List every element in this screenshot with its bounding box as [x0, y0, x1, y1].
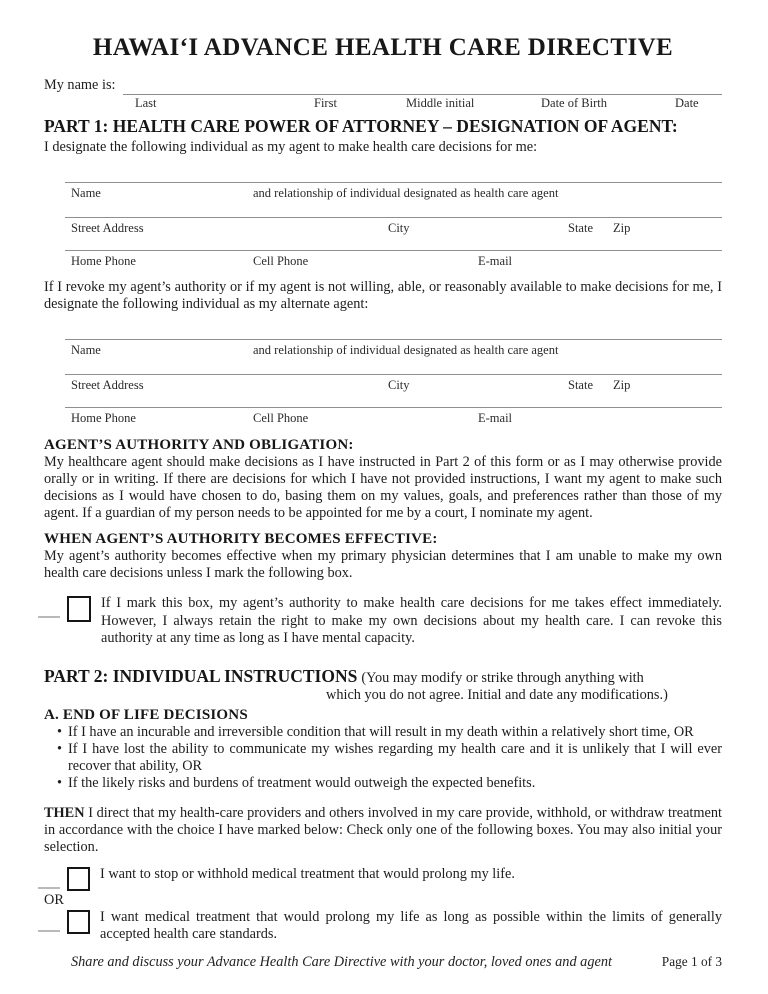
section-a-heading: A. END OF LIFE DECISIONS	[44, 706, 248, 723]
part1-heading: PART 1: HEALTH CARE POWER OF ATTORNEY – DESIGNATION OF AGENT:	[44, 116, 678, 136]
alternate-state-label: State	[568, 378, 593, 392]
authority-heading: AGENT’S AUTHORITY AND OBLIGATION:	[44, 437, 354, 453]
withhold-initials-line[interactable]	[38, 866, 60, 889]
alternate-name-field[interactable]	[65, 339, 722, 374]
my-name-label: My name is:	[44, 77, 116, 93]
end-of-life-bullet-3: • If the likely risks and burdens of treatment would outweigh the expected benefits.	[57, 774, 536, 791]
label-last: Last	[135, 96, 157, 110]
bullet-icon: •	[57, 740, 63, 757]
agent-email-label: E-mail	[478, 254, 513, 268]
then-word: THEN	[44, 804, 85, 821]
effective-paragraph: My agent’s authority becomes effective when my primary physician determines that I am unable to make my own health care decisions unless I mark the following box.	[44, 548, 722, 581]
agent-street-label: Street Address	[71, 221, 144, 235]
agent-name-label: Name	[71, 186, 101, 200]
part2-heading-row	[44, 666, 722, 687]
alternate-street-label: Street Address	[71, 378, 144, 392]
label-date: Date	[675, 96, 699, 110]
agent-relationship-label: and relationship of individual designated as health care agent	[253, 186, 559, 200]
agent-address-field[interactable]	[65, 217, 722, 250]
withhold-treatment-option	[38, 866, 722, 891]
bullet-icon: •	[57, 774, 63, 791]
agent-name-field[interactable]	[65, 182, 722, 217]
agent-zip-label: Zip	[613, 221, 631, 235]
page-footer	[44, 954, 722, 971]
alternate-home-phone-label: Home Phone	[71, 411, 136, 425]
alternate-name-label: Name	[71, 343, 101, 357]
alternate-cell-phone-label: Cell Phone	[253, 411, 309, 425]
alternate-agent-info-block	[65, 339, 722, 429]
part2-heading: PART 2: INDIVIDUAL INSTRUCTIONS	[44, 665, 358, 686]
immediate-authority-option	[38, 595, 722, 648]
immediate-authority-checkbox[interactable]	[67, 596, 91, 622]
agent-info-block	[65, 182, 722, 272]
part2-heading-note-line2: which you do not agree. Initial and date any modifications.)	[326, 686, 668, 703]
withhold-treatment-checkbox[interactable]	[67, 867, 90, 891]
alternate-email-label: E-mail	[478, 411, 513, 425]
agent-home-phone-label: Home Phone	[71, 254, 136, 268]
immediate-authority-initials-line[interactable]	[38, 595, 60, 618]
immediate-authority-text: If I mark this box, my agent’s authority to make health care decisions for me takes effect immediately. However, I always retain the right to make my own decisions about my health care. I can revoke this authority at any time as long as I have mental capacity.	[101, 595, 722, 646]
end-of-life-bullet-1: • If I have an incurable and irreversible condition that will result in my death within a relatively short time, OR	[57, 723, 694, 740]
then-paragraph: THEN I direct that my health-care providers and others involved in my care provide, withhold, or withdraw treatment in accordance with the choice I have marked below: Check only one of the following boxes. You may also initial your selection.	[44, 804, 722, 855]
prolong-treatment-checkbox[interactable]	[67, 910, 90, 934]
footer-share-note: Share and discuss your Advance Health Care Directive with your doctor, loved ones and agent	[71, 953, 612, 970]
label-middle-initial: Middle initial	[406, 96, 475, 110]
agent-state-label: State	[568, 221, 593, 235]
agent-phone-field[interactable]	[65, 250, 722, 272]
agent-cell-phone-label: Cell Phone	[253, 254, 309, 268]
alternate-agent-intro: If I revoke my agent’s authority or if my agent is not willing, able, or reasonably available to make decisions for me, I designate the following individual as my alternate agent:	[44, 279, 722, 312]
my-name-row	[44, 77, 722, 95]
withhold-treatment-text: I want to stop or withhold medical treatment that would prolong my life.	[100, 865, 515, 882]
alternate-city-label: City	[388, 378, 410, 392]
or-label: OR	[44, 891, 64, 908]
my-name-input-line[interactable]	[123, 79, 722, 95]
agent-city-label: City	[388, 221, 410, 235]
name-field-labels	[44, 95, 722, 112]
part1-intro: I designate the following individual as my agent to make health care decisions for me:	[44, 139, 538, 155]
prolong-treatment-text: I want medical treatment that would prolong my life as long as possible within the limits of generally accepted health care standards.	[100, 908, 722, 942]
bullet-icon: •	[57, 723, 63, 740]
alternate-zip-label: Zip	[613, 378, 631, 392]
prolong-initials-line[interactable]	[38, 909, 60, 932]
alternate-address-field[interactable]	[65, 374, 722, 407]
part2-heading-note-line1: (You may modify or strike through anything with	[361, 669, 644, 686]
footer-page-number: Page 1 of 3	[661, 953, 722, 969]
label-first: First	[314, 96, 337, 110]
alternate-relationship-label: and relationship of individual designated as health care agent	[253, 343, 559, 357]
alternate-phone-field[interactable]	[65, 407, 722, 429]
end-of-life-bullet-2: • If I have lost the ability to communicate my wishes regarding my health care and it is unlikely that I will ever recover that ability, OR	[57, 740, 722, 774]
prolong-treatment-option	[38, 909, 722, 944]
authority-paragraph: My healthcare agent should make decisions as I have instructed in Part 2 of this form or as I may otherwise provide orally or in writing. If there are decisions for which I have not provided instructions, I want my agent to make such decisions as I would have chosen to do, basing them on my values, goals, and preferences rather than those of my agent. If a guardian of my person needs to be appointed for me by a court, I nominate my agent.	[44, 454, 722, 521]
effective-heading: WHEN AGENT’S AUTHORITY BECOMES EFFECTIVE:	[44, 531, 438, 547]
document-title: HAWAI‘I ADVANCE HEALTH CARE DIRECTIVE	[92, 34, 674, 61]
label-date-of-birth: Date of Birth	[541, 96, 607, 110]
